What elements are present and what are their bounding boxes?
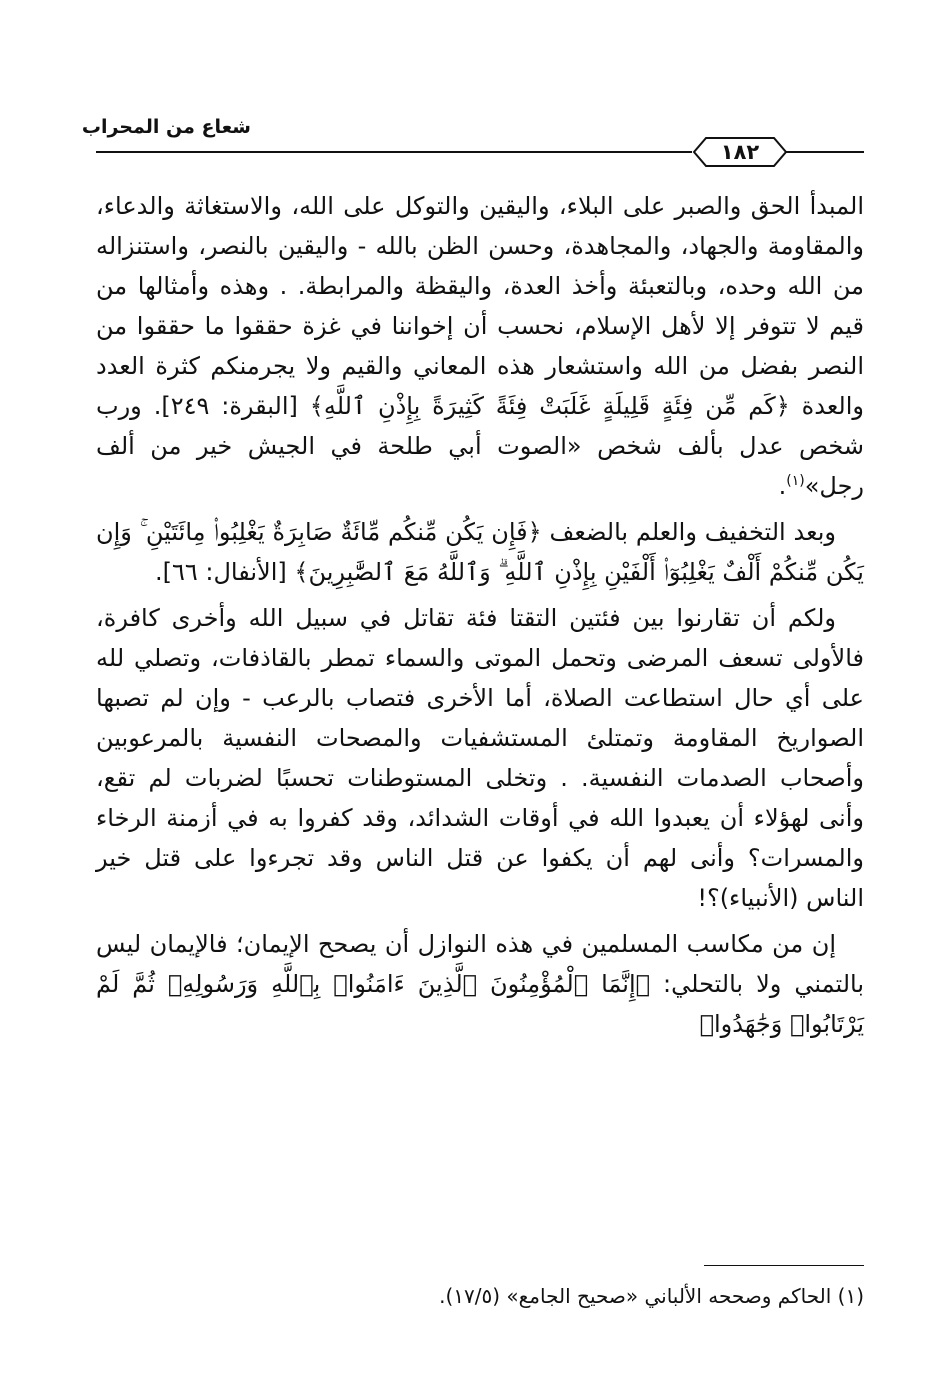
footnote: (١) الحاكم وصححه الألباني «صحيح الجامع» (١٧/٥). bbox=[439, 1284, 864, 1308]
page-number-badge bbox=[692, 136, 788, 168]
quran-ref-baqarah: [البقرة: ٢٤٩]. bbox=[153, 392, 298, 420]
header-rule-left bbox=[96, 151, 692, 153]
paragraph-2 bbox=[96, 512, 864, 592]
paragraph-1 bbox=[96, 186, 864, 506]
paragraph-4-text: إن من مكاسب المسلمين في هذه النوازل أن يصحح الإيمان؛ فالإيمان ليس بالتمني ولا بالتحلي: bbox=[96, 930, 864, 998]
book-title: شعاع من المحراب bbox=[81, 116, 251, 138]
paragraph-1-text: المبدأ الحق والصبر على البلاء، واليقين والتوكل على الله، والاستغاثة والدعاء، والمقاومة والجهاد، والمجاهدة، وحسن الظن بالله - واليقين بالنصر، واستنزاله من الله وحده، وبالتعبئة وأخذ العدة، واليقظة والمرابطة. . وهذه وأمثالها من قيم لا تتوفر إلا لأهل الإسلام، نحسب أن إخواننا في غزة حققوا ما حققوا من النصر بفضل من الله واستشعار هذه المعاني والقيم ولا يجرمنكم كثرة العدد والعدة bbox=[96, 192, 864, 420]
main-text bbox=[96, 186, 864, 1050]
quran-verse-anfal: ﴿فَإِن يَكُن مِّنكُم مِّائَةٌ صَابِرَةٌ يَغْلِبُوا۟ مِائَتَيْنِ ۚ وَإِن يَكُن مِّنكُمْ أَلْفٌ يَغْلِبُوٓا۟ أَلْفَيْنِ بِإِذْنِ ٱللَّهِ ۗ وَٱللَّهُ مَعَ ٱلصَّٰبِرِينَ﴾ bbox=[96, 518, 864, 586]
header-rule-right bbox=[786, 151, 864, 153]
quran-verse-baqarah: ﴿كَم مِّن فِئَةٍ قَلِيلَةٍ غَلَبَتْ فِئَةً كَثِيرَةً بِإِذْنِ ٱللَّهِ﴾ bbox=[309, 392, 790, 420]
footnote-separator bbox=[704, 1265, 864, 1266]
paragraph-2-text: وبعد التخفيف والعلم بالضعف bbox=[549, 518, 836, 546]
page-number: ١٨٢ bbox=[720, 140, 760, 164]
paragraph-4 bbox=[96, 924, 864, 1044]
paragraph-1-end: . bbox=[778, 472, 787, 500]
footnote-marker: (١) bbox=[786, 473, 805, 489]
quran-verse-hujurat: ﴿إِنَّمَا ٱلْمُؤْمِنُونَ ٱلَّذِينَ ءَامَنُوا۟ بِٱللَّهِ وَرَسُولِهِۦ ثُمَّ لَمْ يَرْتَابُوا۟ وَجَٰهَدُوا۟ bbox=[96, 970, 864, 1038]
paragraph-3: ولكم أن تقارنوا بين فئتين التقتا فئة تقاتل في سبيل الله وأخرى كافرة، فالأولى تسعف المرضى وتحمل الموتى والسماء تمطر بالقاذفات، وتصلي لله على أي حال استطاعت الصلاة، أما الأخرى فتصاب بالرعب - وإن لم تصبها الصواريخ المقاومة وتمتلئ المستشفيات والمصحات النفسية بالمرعوبين وأصحاب الصدمات النفسية. . وتخلى المستوطنات تحسبًا لضربات لم تقع، وأنى لهؤلاء أن يعبدوا الله في أوقات الشدائد، وقد كفروا به في أزمنة الرخاء والمسرات؟ وأنى لهم أن يكفوا عن قتل الناس وقد تجرءوا على قتل خير الناس (الأنبياء)؟! bbox=[96, 604, 864, 912]
paragraph-1-tail: ورب شخص عدل بألف شخص «الصوت أبي طلحة في الجيش خير من ألف رجل» bbox=[96, 392, 864, 500]
quran-ref-anfal: [الأنفال: ٦٦]. bbox=[154, 558, 287, 586]
